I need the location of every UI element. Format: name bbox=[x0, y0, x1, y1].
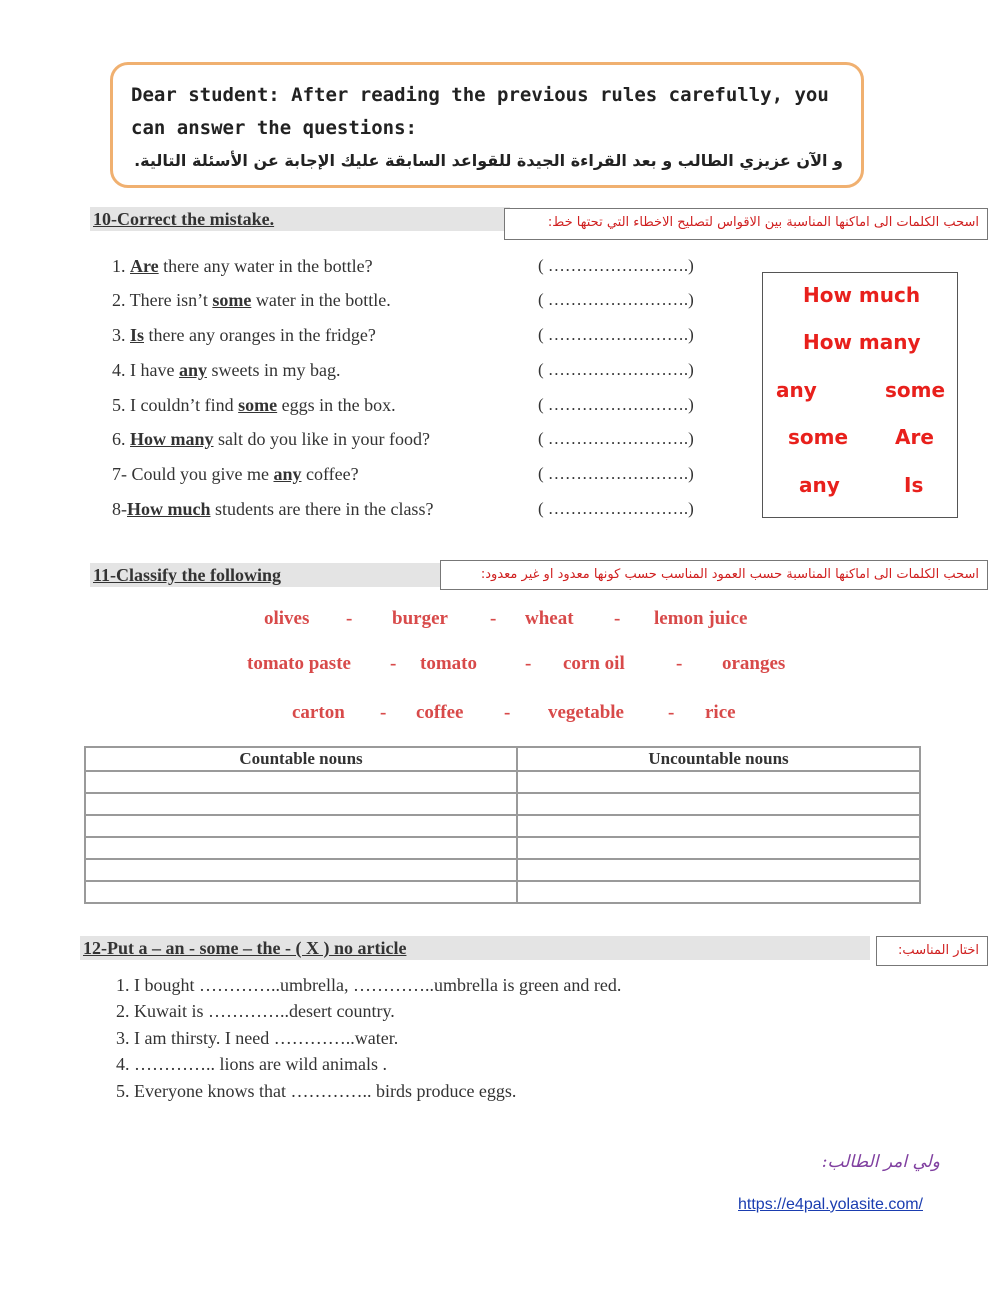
word-bank-item[interactable]: Are bbox=[895, 425, 934, 449]
article-question[interactable]: 2. Kuwait is …………..desert country. bbox=[116, 1001, 395, 1021]
mistake-question bbox=[112, 251, 373, 281]
countable-header: Countable nouns bbox=[85, 747, 517, 771]
question-text: coffee? bbox=[301, 464, 359, 484]
underlined-mistake: any bbox=[178, 360, 207, 380]
mistake-question bbox=[112, 424, 430, 454]
uncountable-drop-cell[interactable] bbox=[517, 771, 920, 793]
classify-word[interactable]: wheat bbox=[525, 608, 574, 629]
uncountable-header: Uncountable nouns bbox=[517, 747, 920, 771]
underlined-mistake: How much bbox=[127, 499, 211, 519]
classify-word[interactable]: lemon juice bbox=[654, 608, 748, 629]
intro-arabic: و الآن عزيزي الطالب و بعد القراءة الجيدة للقواعد السابقة عليك الإجابة عن الأسئلة التالية. bbox=[134, 151, 843, 170]
separator: - bbox=[346, 608, 353, 629]
classify-word[interactable]: rice bbox=[705, 702, 736, 723]
answer-blank[interactable]: ( …………………….) bbox=[538, 360, 694, 379]
question-text: 3. bbox=[112, 325, 130, 345]
word-bank-item[interactable]: some bbox=[788, 425, 849, 449]
article-question[interactable]: 3. I am thirsty. I need …………..water. bbox=[116, 1028, 399, 1048]
countable-drop-cell[interactable] bbox=[85, 859, 517, 881]
classify-word[interactable]: coffee bbox=[416, 702, 464, 723]
question-text: 7- Could you give me bbox=[112, 464, 274, 484]
answer-blank[interactable]: ( …………………….) bbox=[538, 499, 694, 518]
countable-drop-cell[interactable] bbox=[85, 793, 517, 815]
question-text: salt do you like in your food? bbox=[213, 429, 430, 449]
article-question[interactable]: 4. ………….. lions are wild animals . bbox=[116, 1054, 387, 1074]
table-row bbox=[85, 837, 920, 859]
mistake-question bbox=[112, 355, 340, 385]
answer-blank[interactable]: ( …………………….) bbox=[538, 256, 694, 275]
section11-instruction: اسحب الكلمات الى اماكنها المناسبة حسب العمود المناسب حسب كونها معدود او غير معدود: bbox=[440, 560, 988, 590]
classify-word[interactable]: burger bbox=[392, 608, 448, 629]
uncountable-drop-cell[interactable] bbox=[517, 793, 920, 815]
mistake-question bbox=[112, 390, 396, 420]
uncountable-drop-cell[interactable] bbox=[517, 837, 920, 859]
question-text: 5. I couldn’t find bbox=[112, 395, 239, 415]
question-text: students are there in the class? bbox=[210, 499, 434, 519]
underlined-mistake: Is bbox=[130, 325, 145, 345]
word-bank-item[interactable]: Is bbox=[904, 473, 924, 497]
section11-title: 11-Classify the following bbox=[93, 565, 282, 585]
question-text: water in the bottle. bbox=[251, 290, 391, 310]
uncountable-drop-cell[interactable] bbox=[517, 859, 920, 881]
table-row bbox=[85, 815, 920, 837]
question-text: 6. bbox=[112, 429, 130, 449]
answer-blank[interactable]: ( …………………….) bbox=[538, 290, 694, 309]
answer-blank[interactable]: ( …………………….) bbox=[538, 429, 694, 448]
article-question[interactable]: 5. Everyone knows that ………….. birds produce eggs. bbox=[116, 1081, 517, 1101]
section12-header bbox=[80, 936, 870, 960]
separator: - bbox=[525, 653, 532, 674]
classify-word[interactable]: tomato paste bbox=[247, 653, 351, 674]
word-bank bbox=[762, 272, 958, 518]
separator: - bbox=[490, 608, 497, 629]
classify-word[interactable]: corn oil bbox=[563, 653, 625, 674]
uncountable-drop-cell[interactable] bbox=[517, 881, 920, 903]
word-bank-item[interactable]: How much bbox=[803, 283, 921, 307]
underlined-mistake: some bbox=[238, 395, 278, 415]
countable-drop-cell[interactable] bbox=[85, 815, 517, 837]
table-row bbox=[85, 771, 920, 793]
word-bank-item[interactable]: How many bbox=[803, 330, 921, 354]
table-row bbox=[85, 793, 920, 815]
intro-box bbox=[110, 62, 864, 188]
classify-word[interactable]: carton bbox=[292, 702, 345, 723]
question-text: there any water in the bottle? bbox=[158, 256, 373, 276]
section12-instruction: اختار المناسب: bbox=[876, 936, 988, 966]
classify-word[interactable]: tomato bbox=[420, 653, 477, 674]
section12-title: 12-Put a – an - some – the - ( X ) no article bbox=[83, 938, 407, 958]
word-bank-item[interactable]: some bbox=[885, 378, 946, 402]
classify-word[interactable]: olives bbox=[264, 608, 310, 629]
parent-signature: ولي امر الطالب: bbox=[821, 1152, 940, 1172]
question-text: 2. There isn’t bbox=[112, 290, 213, 310]
word-bank-item[interactable]: any bbox=[776, 378, 817, 402]
countable-drop-cell[interactable] bbox=[85, 881, 517, 903]
section10-title: 10-Correct the mistake. bbox=[93, 209, 275, 229]
mistake-question bbox=[112, 494, 433, 524]
answer-blank[interactable]: ( …………………….) bbox=[538, 395, 694, 414]
underlined-mistake: Are bbox=[130, 256, 159, 276]
separator: - bbox=[676, 653, 683, 674]
separator: - bbox=[614, 608, 621, 629]
article-question[interactable]: 1. I bought …………..umbrella, …………..umbrella is green and red. bbox=[116, 975, 622, 995]
question-text: 8- bbox=[112, 499, 127, 519]
intro-english: Dear student: After reading the previous rules carefully, you can answer the questions: bbox=[131, 84, 829, 139]
classify-table bbox=[84, 746, 921, 904]
underlined-mistake: How many bbox=[130, 429, 214, 449]
underlined-mistake: some bbox=[212, 290, 252, 310]
uncountable-drop-cell[interactable] bbox=[517, 815, 920, 837]
question-text: 1. bbox=[112, 256, 130, 276]
table-row bbox=[85, 881, 920, 903]
question-text: there any oranges in the fridge? bbox=[144, 325, 376, 345]
classify-word[interactable]: vegetable bbox=[548, 702, 624, 723]
mistake-question bbox=[112, 320, 376, 350]
answer-blank[interactable]: ( …………………….) bbox=[538, 325, 694, 344]
question-text: eggs in the box. bbox=[277, 395, 396, 415]
separator: - bbox=[668, 702, 675, 723]
section11-header bbox=[90, 563, 440, 587]
question-text: 4. I have bbox=[112, 360, 179, 380]
site-link[interactable]: https://e4pal.yolasite.com/ bbox=[738, 1196, 923, 1213]
question-text: sweets in my bag. bbox=[207, 360, 341, 380]
separator: - bbox=[504, 702, 511, 723]
countable-drop-cell[interactable] bbox=[85, 837, 517, 859]
mistake-question bbox=[112, 285, 391, 315]
table-row bbox=[85, 859, 920, 881]
mistake-question bbox=[112, 459, 359, 489]
classify-word[interactable]: oranges bbox=[722, 653, 786, 674]
separator: - bbox=[380, 702, 387, 723]
underlined-mistake: any bbox=[273, 464, 302, 484]
answer-blank[interactable]: ( …………………….) bbox=[538, 464, 694, 483]
word-bank-item[interactable]: any bbox=[799, 473, 840, 497]
section10-header bbox=[90, 207, 510, 231]
countable-drop-cell[interactable] bbox=[85, 771, 517, 793]
separator: - bbox=[390, 653, 397, 674]
section10-instruction: اسحب الكلمات الى اماكنها المناسبة بين الاقواس لتصليح الاخطاء التي تحتها خط: bbox=[504, 208, 988, 240]
